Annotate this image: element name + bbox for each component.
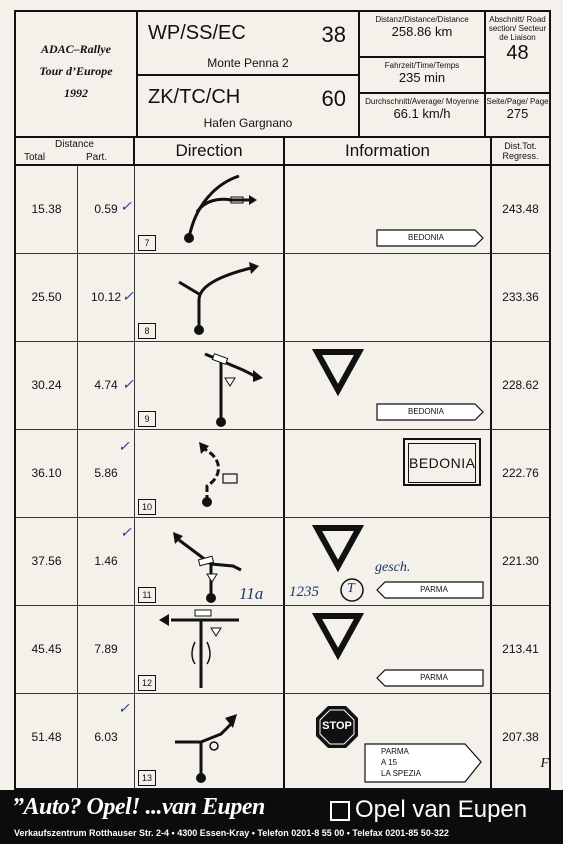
partial-cell bbox=[78, 430, 135, 517]
partial-cell bbox=[78, 518, 135, 605]
margin-mark: F bbox=[540, 756, 549, 771]
to-stage bbox=[138, 76, 358, 138]
opel-logo-icon bbox=[330, 801, 350, 821]
distance-column-header bbox=[16, 138, 135, 164]
handwritten-note: 11a bbox=[239, 584, 264, 603]
regress-distance: 228.62 bbox=[502, 378, 539, 392]
rally-year: 1992 bbox=[64, 86, 88, 100]
sign-label: LA SPEZIA bbox=[381, 769, 422, 778]
tulip-diagram-icon bbox=[135, 430, 283, 516]
direction-diagram bbox=[135, 694, 285, 788]
regress-distance: 213.41 bbox=[502, 642, 539, 656]
to-stage-number: 60 bbox=[321, 86, 346, 111]
information-cell bbox=[285, 342, 492, 429]
from-stage-code: WP/SS/EC bbox=[148, 22, 246, 44]
total-distance: 51.48 bbox=[16, 694, 78, 788]
information-cell bbox=[285, 606, 492, 693]
roadbook-header bbox=[14, 10, 551, 138]
section-cell bbox=[486, 12, 549, 136]
partial-distance: 4.74 bbox=[94, 378, 118, 392]
section-box bbox=[486, 12, 549, 94]
information-cell bbox=[285, 166, 492, 253]
roadbook-rows bbox=[14, 166, 551, 790]
direction-diagram bbox=[135, 430, 285, 517]
to-stage-name: Hafen Gargnano bbox=[203, 116, 293, 130]
row-number: 10 bbox=[138, 499, 156, 515]
regress-distance: 243.48 bbox=[502, 202, 539, 216]
handwritten-note: gesch. bbox=[375, 560, 411, 575]
checkmark-icon: ✓ bbox=[118, 438, 130, 454]
row-number: 13 bbox=[138, 770, 156, 786]
information-heading: Information bbox=[285, 138, 492, 164]
table-row bbox=[16, 606, 549, 694]
tulip-diagram-icon bbox=[135, 254, 283, 340]
checkmark-icon: ✓ bbox=[122, 288, 134, 304]
tulip-diagram-icon bbox=[135, 606, 283, 692]
total-distance: 45.45 bbox=[16, 606, 78, 693]
row-number: 8 bbox=[138, 323, 156, 339]
partial-distance: 10.12 bbox=[90, 290, 122, 304]
partial-distance: 7.89 bbox=[94, 642, 118, 656]
partial-distance: 1.46 bbox=[94, 554, 118, 568]
ad-brand: Opel van Eupen bbox=[355, 796, 528, 823]
regress-distance: 233.36 bbox=[502, 290, 539, 304]
total-distance: 15.38 bbox=[16, 166, 78, 253]
regress-distance: 222.76 bbox=[502, 466, 539, 480]
time-value: 235 min bbox=[398, 70, 446, 85]
from-stage-number: 38 bbox=[321, 22, 346, 47]
information-cell bbox=[285, 254, 492, 341]
regress-heading: Dist.Tot. Regress. bbox=[502, 141, 539, 161]
checkmark-icon: ✓ bbox=[122, 376, 134, 392]
ad-address: Verkaufszentrum Rotthauser Str. 2-4 • 4300 Essen-Kray • Telefon 0201-8 55 00 • Telefax 0201-85 50-322 bbox=[14, 828, 449, 838]
information-cell bbox=[285, 430, 492, 517]
section-label: Abschnitt/ Road section/ Secteur de Liaison bbox=[488, 15, 547, 42]
direction-diagram bbox=[135, 166, 285, 253]
column-header bbox=[14, 136, 551, 166]
partial-cell bbox=[78, 342, 135, 429]
table-row bbox=[16, 254, 549, 342]
handwritten-note: T bbox=[347, 581, 355, 596]
total-distance: 30.24 bbox=[16, 342, 78, 429]
direction-diagram bbox=[135, 254, 285, 341]
from-stage-name: Monte Penna 2 bbox=[207, 56, 289, 70]
ad-slogan: ”Auto? Opel! ...van Eupen bbox=[12, 794, 265, 820]
checkmark-icon: ✓ bbox=[120, 524, 132, 540]
page-label: Seite/Page/ Page bbox=[486, 97, 549, 106]
table-row bbox=[16, 342, 549, 430]
row-number: 11 bbox=[138, 587, 156, 603]
advertisement-banner bbox=[0, 790, 563, 844]
row-number: 12 bbox=[138, 675, 156, 691]
distance-box bbox=[360, 12, 484, 58]
partial-distance: 5.86 bbox=[94, 466, 118, 480]
stage-cell bbox=[138, 12, 360, 136]
partial-cell bbox=[78, 254, 135, 341]
partial-cell bbox=[78, 606, 135, 693]
table-row bbox=[16, 430, 549, 518]
information-cell bbox=[239, 518, 492, 605]
multi-destination-sign bbox=[369, 746, 465, 779]
rally-subtitle: Tour d’Europe bbox=[39, 64, 113, 78]
handwritten-note: 1235 bbox=[289, 584, 319, 600]
rally-title-cell bbox=[16, 12, 138, 136]
row-number: 9 bbox=[138, 411, 156, 427]
sign-label: BEDONIA bbox=[408, 443, 476, 483]
sign-label: PARMA bbox=[420, 585, 448, 594]
distance-label: Distanz/Distance/Distance bbox=[375, 15, 469, 24]
partial-cell bbox=[78, 166, 135, 253]
checkmark-icon: ✓ bbox=[120, 198, 132, 214]
roadbook-page bbox=[14, 10, 551, 790]
distance-heading: Distance bbox=[55, 139, 94, 150]
tulip-diagram-icon bbox=[135, 694, 283, 786]
total-distance: 37.56 bbox=[16, 518, 78, 605]
row-number: 7 bbox=[138, 235, 156, 251]
table-row bbox=[16, 518, 549, 606]
distance-value: 258.86 km bbox=[391, 24, 453, 39]
place-name-sign bbox=[403, 438, 481, 486]
page-box bbox=[486, 94, 549, 138]
direction-diagram bbox=[135, 606, 285, 693]
regress-distance: 221.30 bbox=[502, 554, 539, 568]
section-value: 48 bbox=[506, 42, 529, 64]
from-stage bbox=[138, 12, 358, 76]
partial-cell bbox=[78, 694, 135, 788]
sign-label: BEDONIA bbox=[407, 407, 444, 416]
sign-label: PARMA bbox=[420, 673, 448, 682]
information-cell bbox=[285, 694, 492, 788]
average-box bbox=[360, 94, 484, 138]
sign-label: PARMA bbox=[381, 747, 409, 756]
time-label: Fahrzeit/Time/Temps bbox=[384, 61, 460, 70]
direction-diagram bbox=[135, 342, 285, 429]
tulip-diagram-icon bbox=[135, 166, 283, 252]
sign-label: A 15 bbox=[381, 758, 398, 767]
time-box bbox=[360, 58, 484, 94]
total-heading: Total bbox=[24, 152, 46, 163]
rally-title bbox=[16, 38, 136, 104]
average-value: 66.1 km/h bbox=[393, 106, 451, 121]
checkmark-icon: ✓ bbox=[118, 700, 130, 716]
to-stage-code: ZK/TC/CH bbox=[148, 86, 241, 108]
total-distance: 36.10 bbox=[16, 430, 78, 517]
table-row bbox=[16, 694, 549, 788]
page-value: 275 bbox=[506, 106, 529, 121]
partial-heading: Part. bbox=[86, 152, 108, 163]
partial-distance: 6.03 bbox=[94, 730, 118, 744]
partial-distance: 0.59 bbox=[94, 202, 118, 216]
regress-distance: 207.38 bbox=[502, 730, 539, 744]
total-distance: 25.50 bbox=[16, 254, 78, 341]
stop-label: STOP bbox=[322, 720, 352, 732]
average-label: Durchschnitt/Average/ Moyenne bbox=[365, 97, 479, 106]
table-row bbox=[16, 166, 549, 254]
timing-cell bbox=[360, 12, 486, 136]
tulip-diagram-icon bbox=[135, 342, 283, 428]
sign-label: BEDONIA bbox=[407, 233, 444, 242]
rally-name: ADAC–Rallye bbox=[40, 42, 111, 56]
direction-heading: Direction bbox=[135, 138, 285, 164]
